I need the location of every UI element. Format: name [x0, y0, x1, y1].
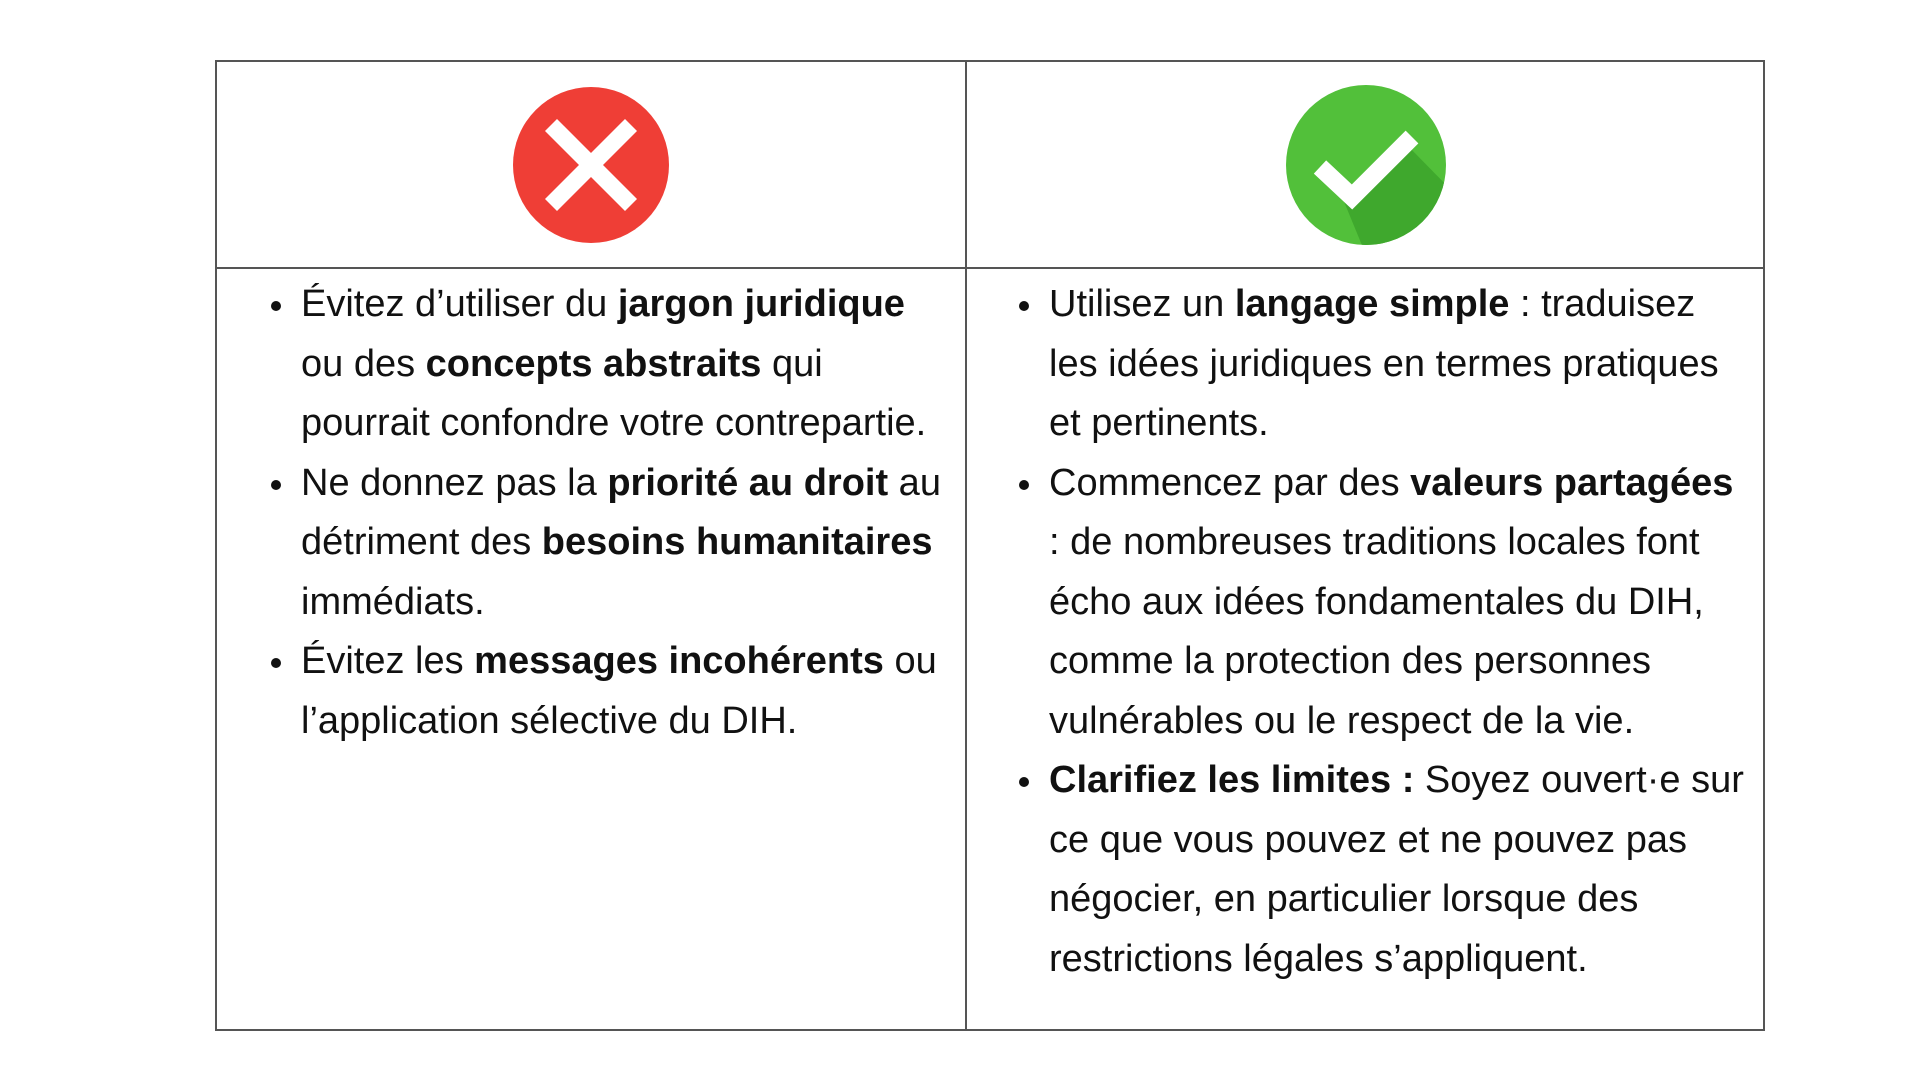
do-item-1: Utilisez un langage simple : traduisez les idées juridiques en termes pratiques et pertinents.: [1019, 275, 1749, 454]
avoid-item-2: Ne donnez pas la priorité au droit au détriment des besoins humanitaires immédiats.: [271, 454, 941, 633]
emphasis: Clarifiez les limites :: [1049, 759, 1415, 801]
emphasis: priorité au droit: [607, 461, 889, 504]
emphasis: concepts abstraits: [425, 342, 762, 385]
do-item-3: Clarifiez les limites : Soyez ouvert·e sur ce que vous pouvez et ne pouvez pas négocier, en particulier lorsque des restrictions légales s’appliquent.: [1019, 751, 1749, 989]
bullet-icon: [1019, 777, 1029, 787]
header-cell-do: [967, 62, 1765, 269]
cross-icon: [511, 85, 671, 245]
avoid-item-1: Évitez d’utiliser du jargon juridique ou des concepts abstraits qui pourrait confondre votre contrepartie.: [271, 275, 941, 454]
bullet-icon: [271, 301, 281, 311]
emphasis: messages incohérents: [474, 640, 884, 682]
bullet-icon: [271, 658, 281, 668]
emphasis: valeurs partagées: [1410, 461, 1734, 504]
check-icon: [1286, 85, 1446, 245]
avoid-item-3: Évitez les messages incohérents ou l’application sélective du DIH.: [271, 632, 941, 751]
do-item-2: Commencez par des valeurs partagées : de nombreuses traditions locales font écho aux idées fondamentales du DIH, comme la protection des personnes vulnérables ou le respect de la vie.: [1019, 454, 1749, 752]
bullet-icon: [1019, 480, 1029, 490]
do-column: [967, 269, 1765, 1029]
header-cell-avoid: [217, 62, 967, 269]
bullet-icon: [271, 480, 281, 490]
avoid-column: [217, 269, 967, 1029]
emphasis: langage simple: [1234, 283, 1510, 325]
emphasis: besoins humanitaires: [541, 521, 933, 563]
comparison-table: [215, 60, 1765, 1031]
emphasis: jargon juridique: [617, 283, 905, 325]
avoid-list: [271, 275, 941, 751]
bullet-icon: [1019, 301, 1029, 311]
do-list: [1019, 275, 1749, 989]
